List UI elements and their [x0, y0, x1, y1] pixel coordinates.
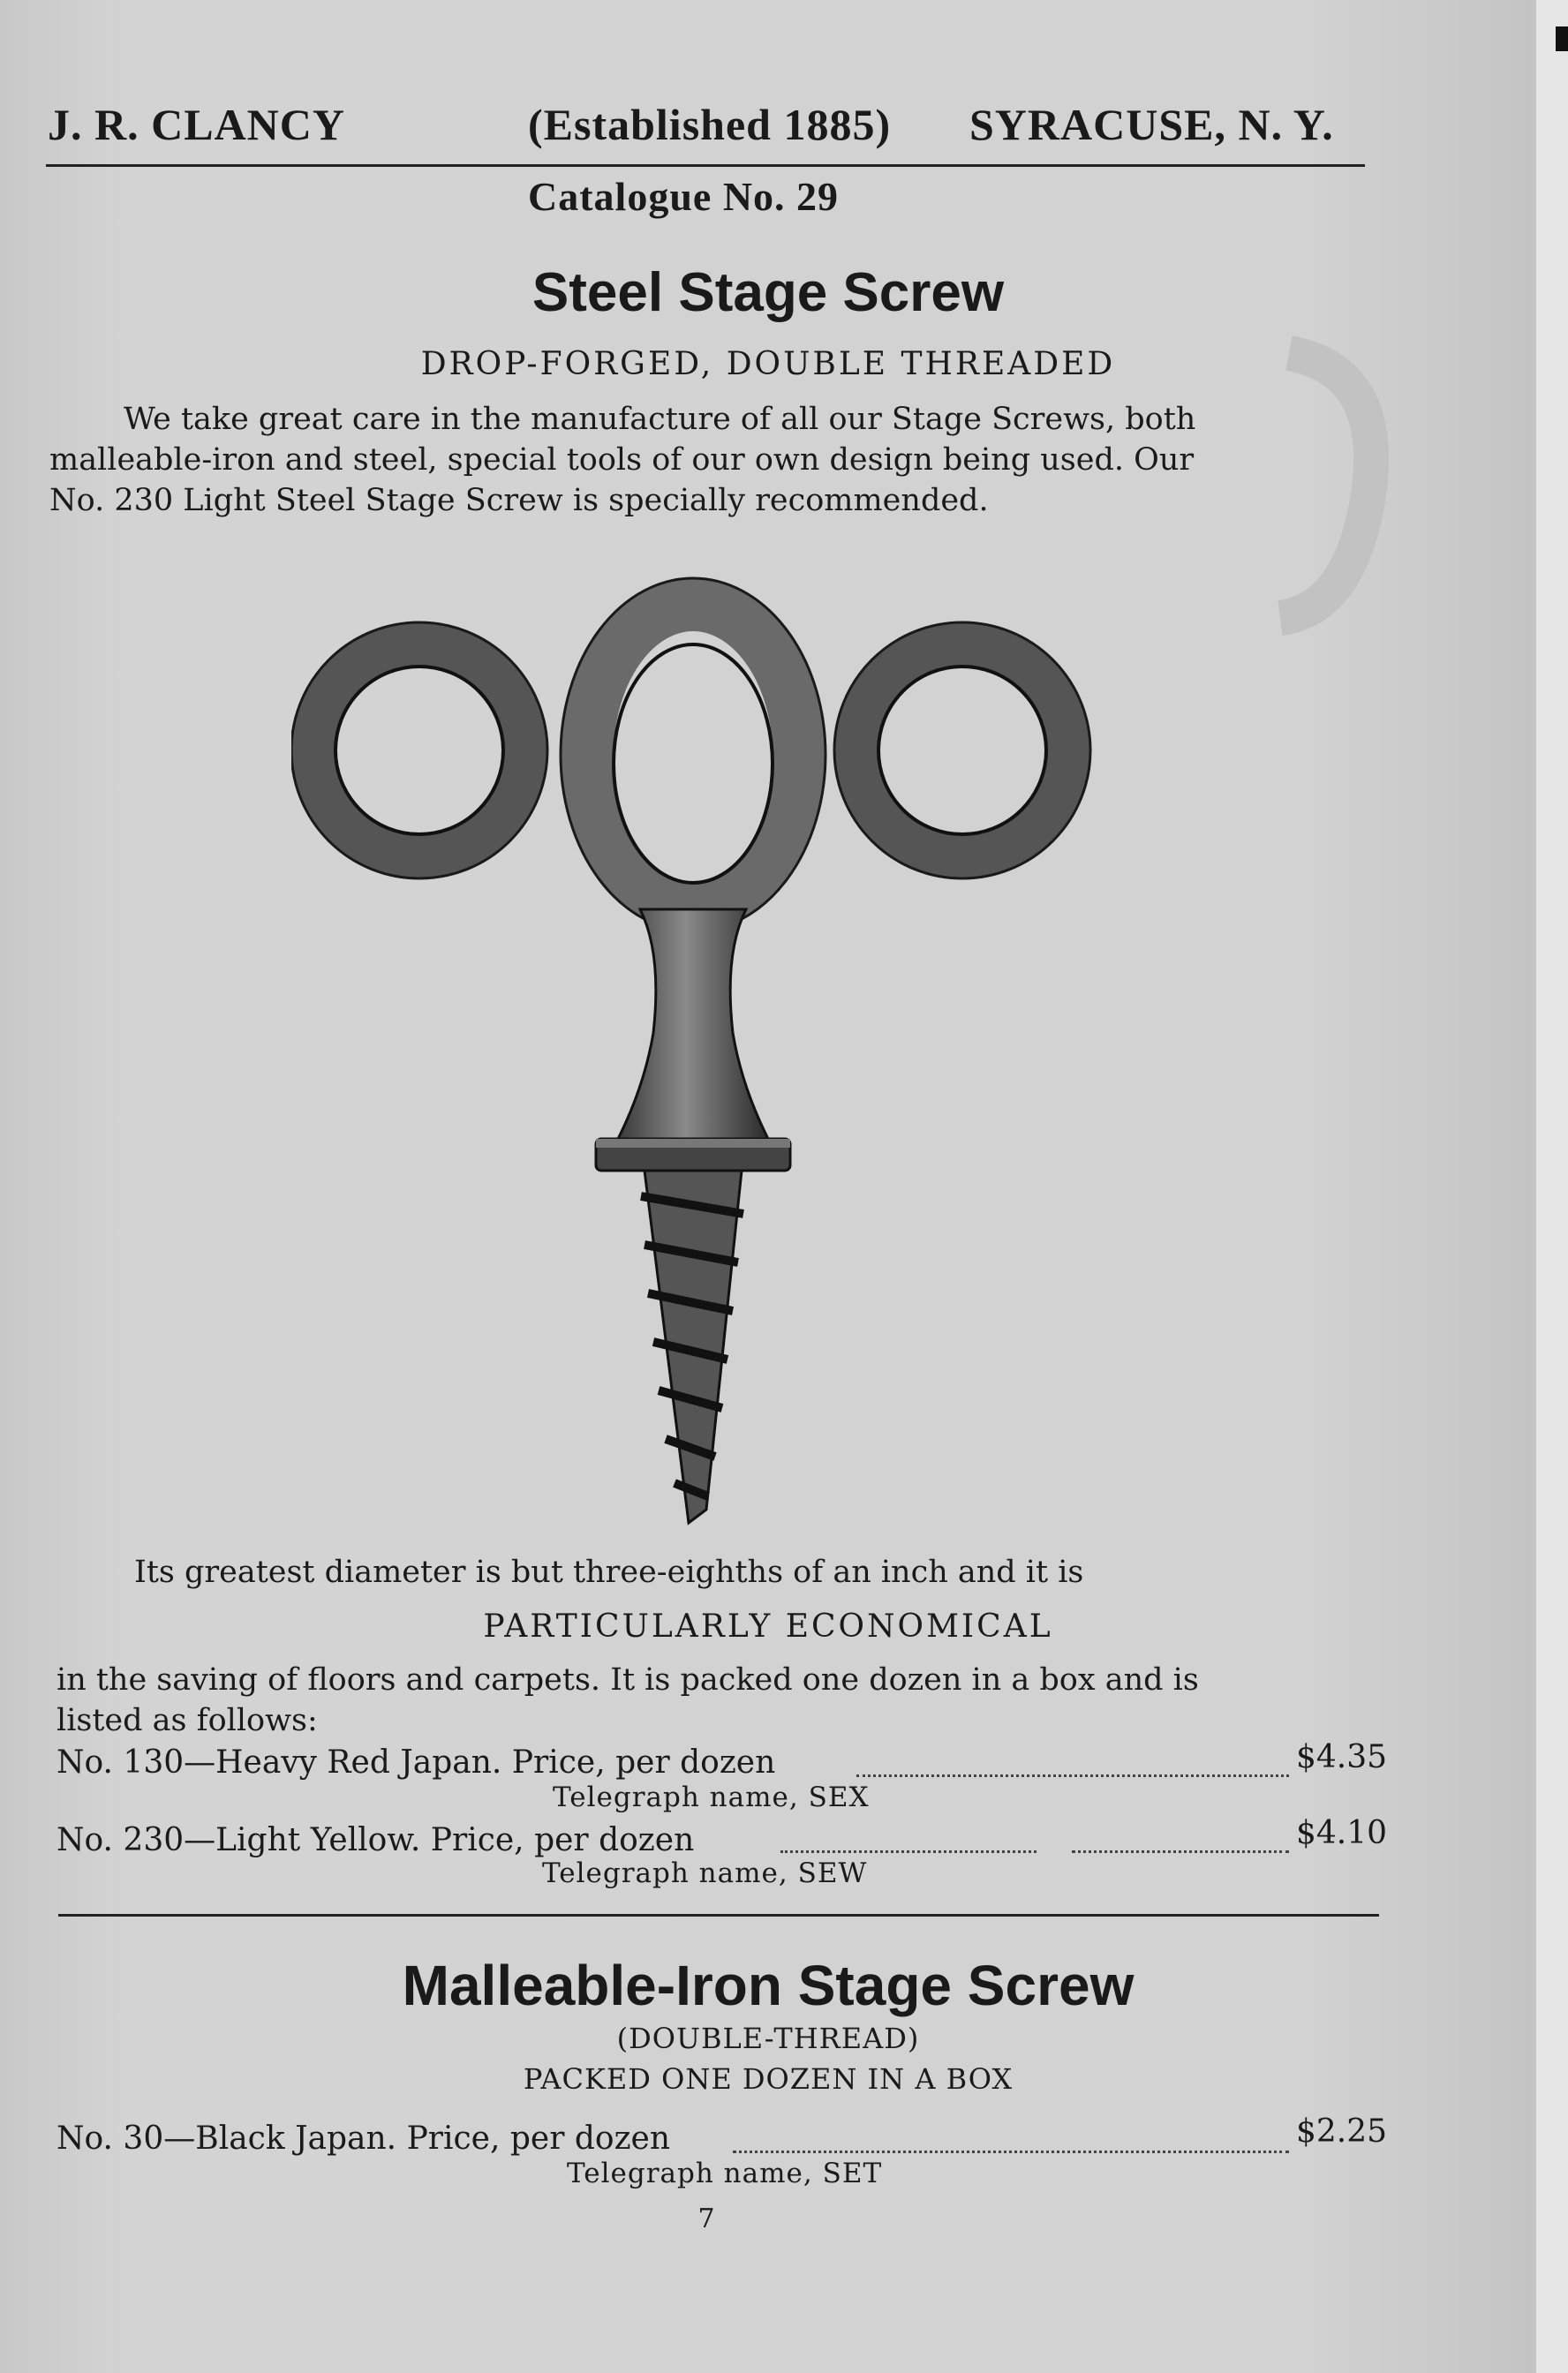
malleable-subtitle: (DOUBLE-THREAD) [616, 2022, 920, 2055]
item-230-label: No. 230—Light Yellow. Price, per dozen [57, 1822, 695, 1858]
header-rule [46, 164, 1365, 167]
stage-screw-illustration [291, 539, 1104, 1536]
item-130-telegraph: Telegraph name, SEX [553, 1782, 870, 1813]
packing-line: listed as follows: [57, 1703, 318, 1738]
steel-subtitle: DROP-FORGED, DOUBLE THREADED [420, 346, 1116, 382]
item-130-label: No. 130—Heavy Red Japan. Price, per dozen [57, 1744, 776, 1781]
company-name: J. R. CLANCY [48, 100, 345, 149]
diameter-line: Its greatest diameter is but three-eighths of an inch and it is [134, 1555, 1084, 1590]
item-130-price: $4.35 [1296, 1739, 1388, 1775]
malleable-title: Malleable-Iron Stage Screw [402, 1954, 1135, 2017]
item-30-price: $2.25 [1296, 2113, 1388, 2150]
leader-dots [856, 1774, 1289, 1777]
steel-intro [49, 399, 1374, 521]
intro-line: No. 230 Light Steel Stage Screw is specially recommended. [49, 483, 989, 518]
intro-line: malleable-iron and steel, special tools of our own design being used. Our [49, 442, 1195, 478]
leader-dots [1072, 1850, 1289, 1853]
item-30-telegraph: Telegraph name, SET [567, 2158, 883, 2189]
steel-title: Steel Stage Screw [531, 262, 1005, 323]
catalogue-number: Catalogue No. 29 [528, 174, 840, 219]
item-230-telegraph: Telegraph name, SEW [542, 1857, 868, 1889]
intro-line: We take great care in the manufacture of all our Stage Screws, both [124, 402, 1196, 437]
company-city: SYRACUSE, N. Y. [969, 100, 1334, 149]
item-230-price: $4.10 [1296, 1815, 1388, 1851]
packing-text [57, 1660, 1381, 1741]
page-number: 7 [697, 2204, 715, 2234]
established-year: (Established 1885) [528, 100, 892, 149]
leader-dots [733, 2151, 1289, 2153]
leader-dots [780, 1850, 1037, 1853]
malleable-packing: PACKED ONE DOZEN IN A BOX [523, 2062, 1014, 2096]
item-30-label: No. 30—Black Japan. Price, per dozen [57, 2121, 671, 2157]
section-rule [58, 1914, 1379, 1917]
packing-line: in the saving of floors and carpets. It is packed one dozen in a box and is [57, 1662, 1199, 1698]
page-edge [1536, 0, 1568, 2373]
economical-heading: PARTICULARLY ECONOMICAL [483, 1608, 1053, 1645]
binding-mark [1556, 26, 1568, 51]
